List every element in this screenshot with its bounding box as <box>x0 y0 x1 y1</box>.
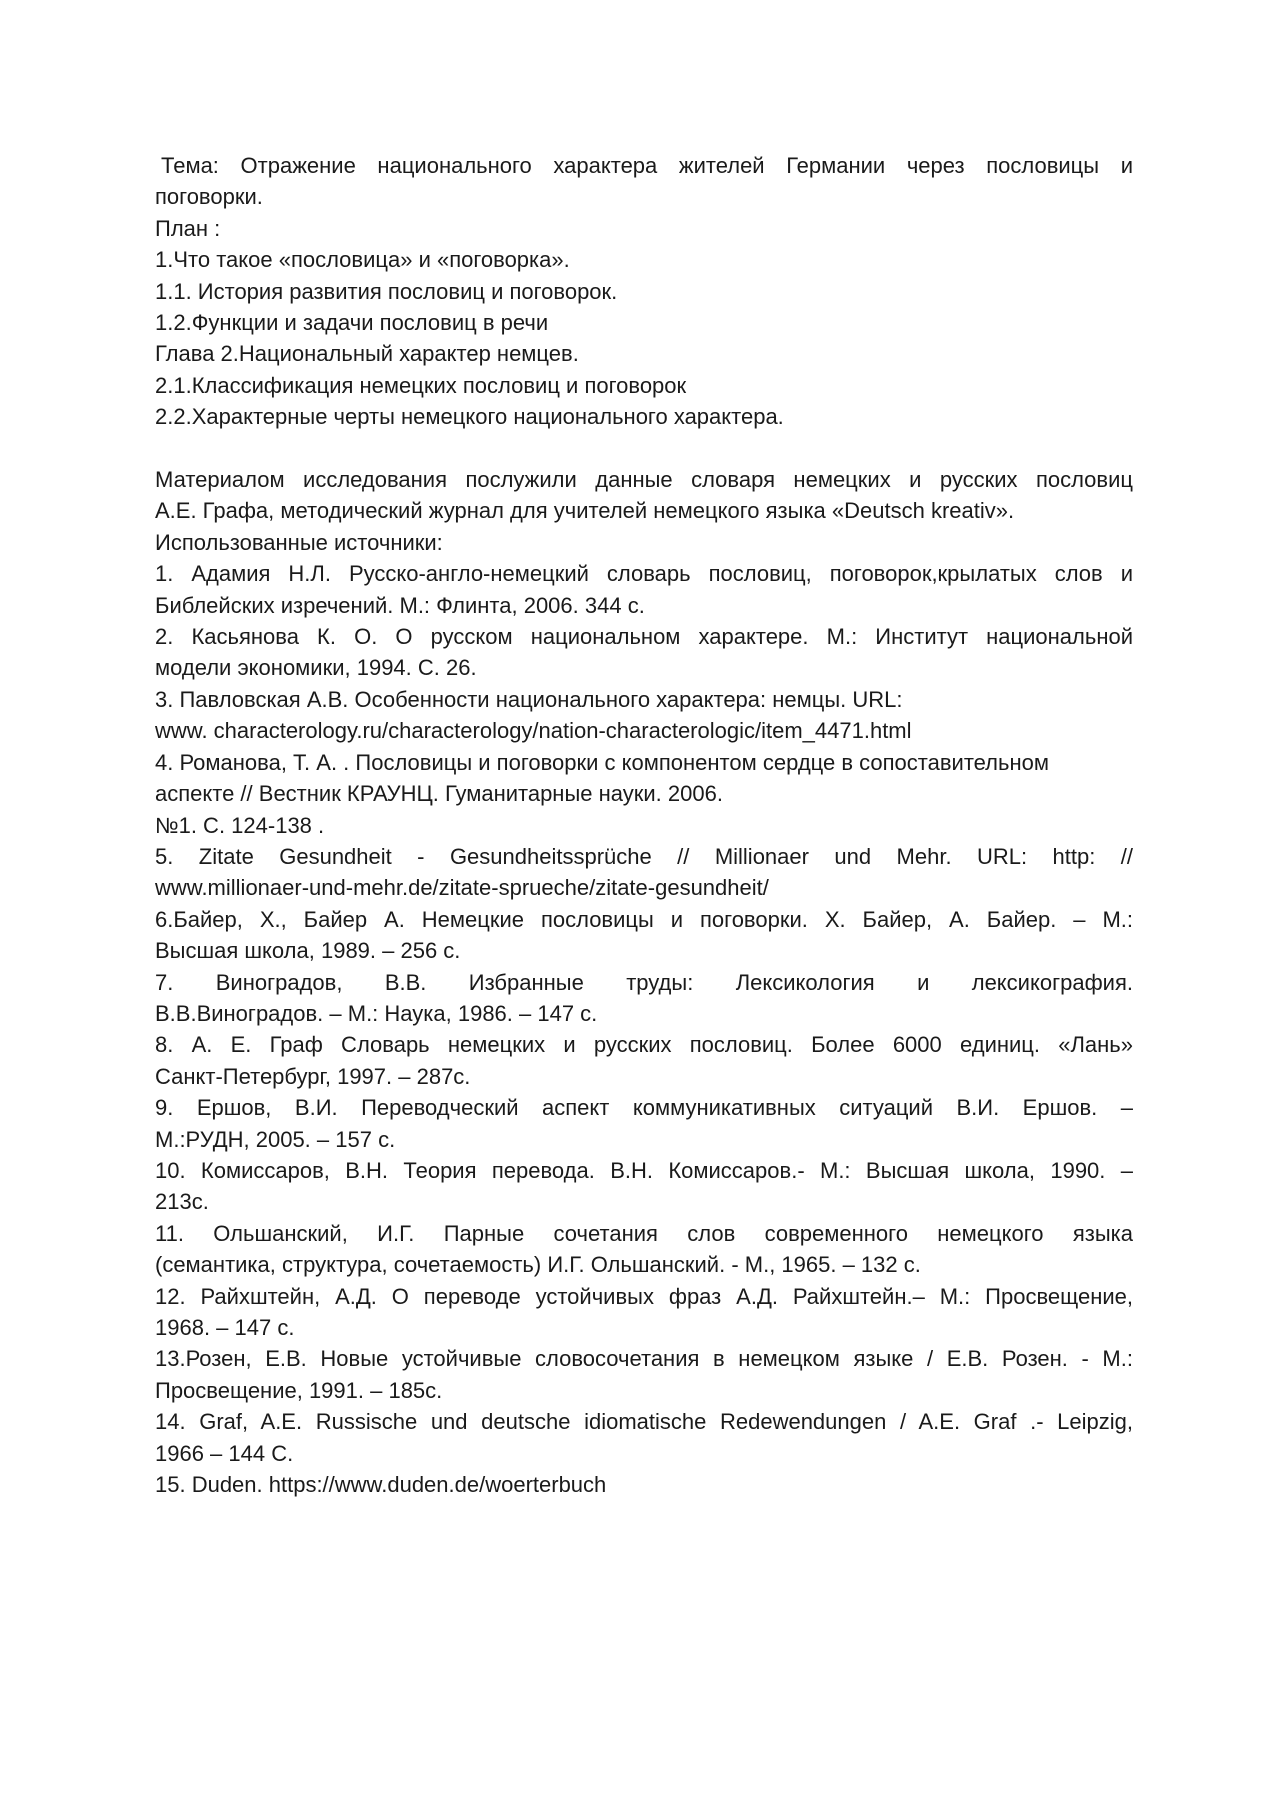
source-item <box>155 1281 1133 1344</box>
source-line: 15. Duden. https://www.duden.de/woerterbuch <box>155 1472 607 1498</box>
material-line: А.Е. Графа, методический журнал для учителей немецкого языка «Deutsch kreativ». <box>155 498 1015 524</box>
source-line: 8. А. Е. Граф Словарь немецких и русских пословиц. Более 6000 единиц. «Лань» <box>155 1032 1133 1058</box>
material-line: Материалом исследования послужили данные словаря немецких и русских пословиц <box>155 467 1133 493</box>
source-line: 10. Комиссаров, В.Н. Теория перевода. В.Н. Комиссаров.- М.: Высшая школа, 1990. – <box>155 1157 1133 1183</box>
source-line: 1966 – 144 С. <box>155 1440 294 1466</box>
source-item <box>155 1343 1133 1406</box>
source-item <box>155 1406 1133 1469</box>
plan-item: 1.1. История развития пословиц и поговорок. <box>155 278 618 304</box>
source-line: 13.Розен, Е.В. Новые устойчивые словосочетания в немецком языке / Е.В. Розен. - М.: <box>155 1346 1133 1372</box>
topic-block <box>155 150 1133 213</box>
plan-item: 2.1.Классификация немецких пословиц и поговорок <box>155 372 687 398</box>
source-line: 12. Райхштейн, А.Д. О переводе устойчивых фраз А.Д. Райхштейн.– М.: Просвещение, <box>155 1283 1133 1309</box>
source-line: 213с. <box>155 1189 209 1215</box>
source-line: 5. Zitate Gesundheit - Gesundheitssprüche // Millionaer und Mehr. URL: http: // <box>155 843 1133 869</box>
source-line: 1. Адамия Н.Л. Русско-англо-немецкий словарь пословиц, поговорок,крылатых слов и <box>155 561 1133 587</box>
source-line: Высшая школа, 1989. – 256 с. <box>155 938 461 964</box>
source-item <box>155 1218 1133 1281</box>
source-line: 3. Павловская А.В. Особенности национального характера: немцы. URL: <box>155 686 903 712</box>
source-item <box>155 747 1133 841</box>
source-line: (семантика, структура, сочетаемость) И.Г. Ольшанский. - М., 1965. – 132 с. <box>155 1252 921 1278</box>
source-line: 1968. – 147 с. <box>155 1315 295 1341</box>
source-item <box>155 558 1133 621</box>
source-line: Санкт-Петербург, 1997. – 287с. <box>155 1063 471 1089</box>
plan-heading: План : <box>155 215 221 241</box>
source-item <box>155 1029 1133 1092</box>
source-item <box>155 841 1133 904</box>
plan-item: 1.Что такое «пословица» и «поговорка». <box>155 247 570 273</box>
sources-heading: Использованные источники: <box>155 529 443 555</box>
source-line: модели экономики, 1994. С. 26. <box>155 655 477 681</box>
topic-line: Тема: Отражение национального характера жителей Германии через пословицы и <box>161 153 1133 178</box>
source-url: www. characterology.ru/characterology/nation-characterologic/item_4471.html <box>155 718 912 744</box>
source-line: 6.Байер, Х., Байер А. Немецкие пословицы и поговорки. Х. Байер, А. Байер. – М.: <box>155 906 1133 932</box>
source-line: 2. Касьянова К. О. О русском национальном характере. М.: Институт национальной <box>155 624 1133 650</box>
source-line: 9. Ершов, В.И. Переводческий аспект коммуникативных ситуаций В.И. Ершов. – <box>155 1095 1133 1121</box>
document-page <box>155 150 1133 1500</box>
source-line: Просвещение, 1991. – 185с. <box>155 1377 443 1403</box>
source-item <box>155 1092 1133 1155</box>
plan-item: 2.2.Характерные черты немецкого национального характера. <box>155 404 784 430</box>
source-line: №1. С. 124-138 . <box>155 812 325 838</box>
plan-item: 1.2.Функции и задачи пословиц в речи <box>155 310 549 336</box>
source-line: 4. Романова, Т. А. . Пословицы и поговорки с компонентом сердце в сопоставительном <box>155 749 1049 775</box>
plan-item: Глава 2.Национальный характер немцев. <box>155 341 579 367</box>
source-item <box>155 967 1133 1030</box>
plan-block <box>155 213 1133 433</box>
source-line: 14. Graf, A.E. Russische und deutsche idiomatische Redewendungen / A.E. Graf .- Leipzig, <box>155 1409 1133 1435</box>
source-line: Библейских изречений. М.: Флинта, 2006. 344 с. <box>155 592 645 618</box>
source-item <box>155 684 1133 747</box>
source-line: 11. Ольшанский, И.Г. Парные сочетания слов современного немецкого языка <box>155 1220 1133 1246</box>
topic-line: поговорки. <box>155 184 263 210</box>
source-line: 7. Виноградов, В.В. Избранные труды: Лексикология и лексикография. <box>155 969 1133 995</box>
source-line: В.В.Виноградов. – М.: Наука, 1986. – 147 с. <box>155 1000 598 1026</box>
source-item <box>155 904 1133 967</box>
material-paragraph <box>155 464 1133 527</box>
source-line: аспекте // Вестник КРАУНЦ. Гуманитарные науки. 2006. <box>155 781 723 807</box>
source-item <box>155 1155 1133 1218</box>
source-item <box>155 621 1133 684</box>
source-line: М.:РУДН, 2005. – 157 с. <box>155 1126 396 1152</box>
source-url: www.millionaer-und-mehr.de/zitate-sprueche/zitate-gesundheit/ <box>155 875 769 901</box>
sources-list <box>155 558 1133 1500</box>
paragraph-spacer <box>155 433 1133 464</box>
source-item <box>155 1469 1133 1500</box>
